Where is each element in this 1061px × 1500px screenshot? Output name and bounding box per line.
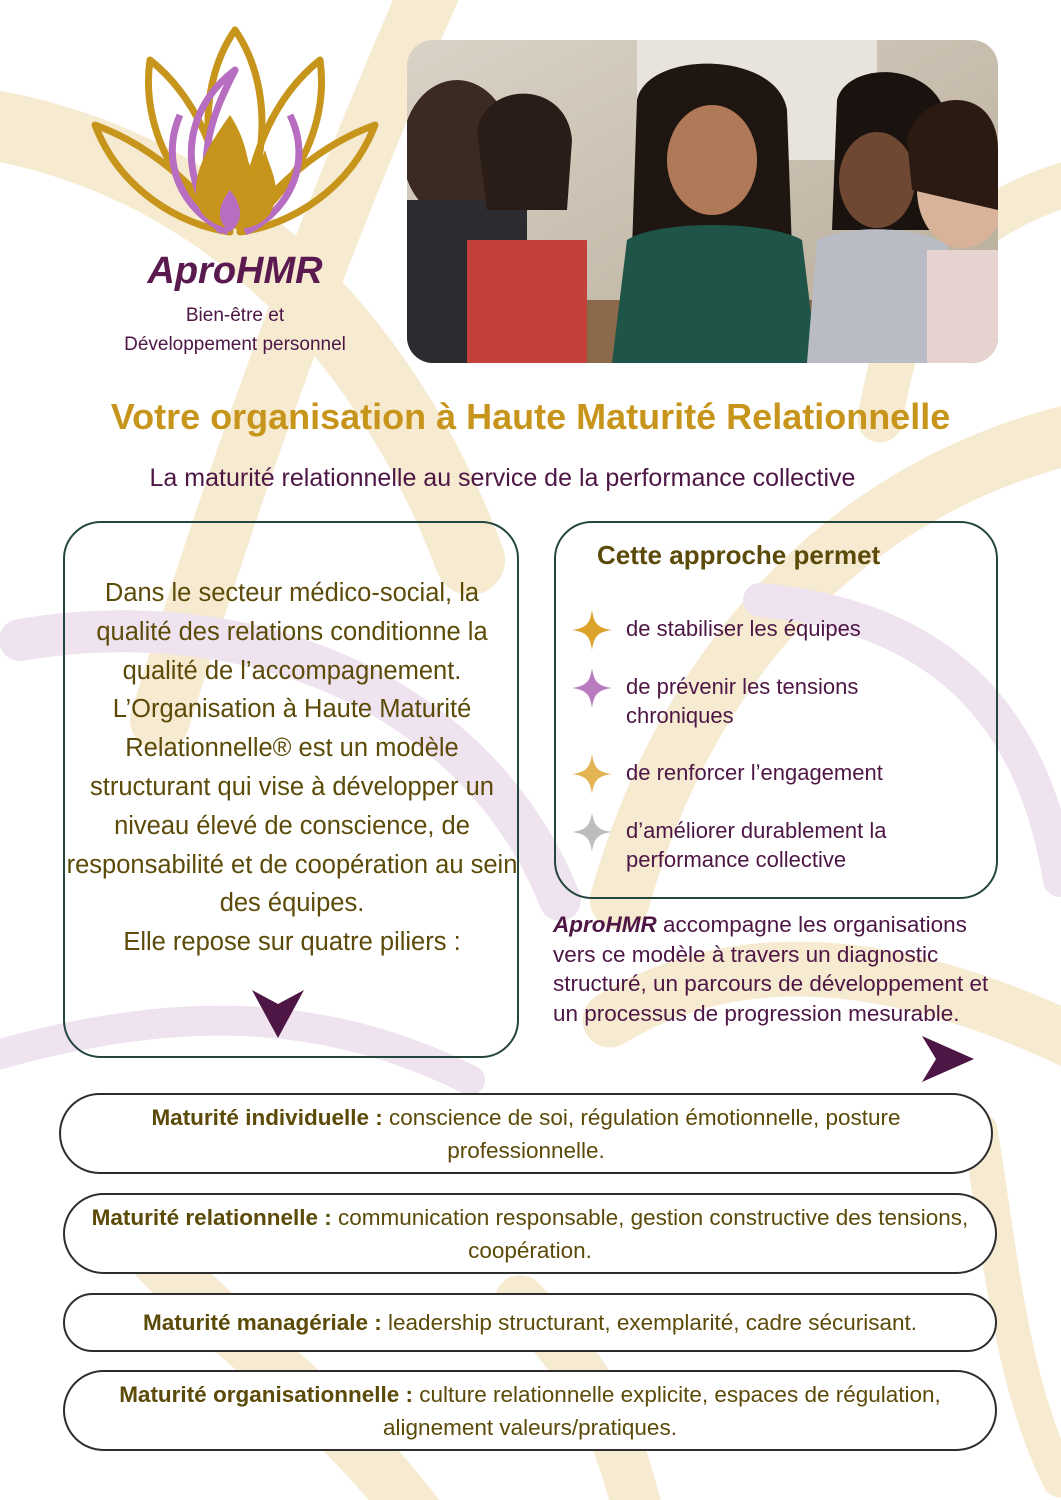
pillar-content	[75, 1378, 985, 1444]
pillar-text: leadership structurant, exemplarité, cadre sécurisant.	[381, 1310, 918, 1335]
plus-star-icon	[570, 810, 614, 854]
intro-text	[66, 574, 518, 962]
plus-star-icon	[570, 752, 614, 796]
benefit-item	[570, 810, 970, 874]
lotus-logo-icon	[80, 20, 390, 260]
team-photo	[407, 40, 998, 363]
benefit-text: de renforcer l’engagement	[626, 760, 883, 785]
pillar-label: Maturité relationnelle :	[91, 1204, 332, 1230]
benefit-item	[570, 608, 970, 672]
plus-star-icon	[570, 666, 614, 710]
plus-star-icon	[570, 608, 614, 652]
pillar-text: culture relationnelle explicite, espaces de régulation, alignement valeurs/pratiques.	[383, 1381, 941, 1440]
pillar-label: Maturité organisationnelle :	[119, 1381, 413, 1407]
pillars-intro: Elle repose sur quatre piliers :	[123, 928, 461, 957]
benefit-text: de prévenir les tensions chroniques	[626, 674, 859, 728]
benefits-title: Cette approche permet	[597, 540, 881, 570]
pillar-text: conscience de soi, régulation émotionnelle, posture professionnelle.	[382, 1104, 901, 1163]
benefit-text: de stabiliser les équipes	[626, 616, 861, 641]
apro-description	[553, 910, 993, 1028]
intro-paragraph: Dans le secteur médico-social, la qualité des relations conditionne la qualité de l’accompagnement. L’Organisation à Haute Maturité Relationnelle® est un modèle structurant qui vise à développer un niveau élevé de conscience, de responsabilité et de coopération au sein des équipes.	[66, 579, 518, 918]
pillar-content	[143, 1306, 917, 1339]
subtitle: La maturité relationnelle au service de la performance collective	[149, 464, 856, 492]
benefit-item	[570, 752, 970, 816]
pillar-content	[75, 1201, 985, 1267]
benefit-text: d’améliorer durablement la performance collective	[626, 818, 887, 872]
apro-text: accompagne les organisations vers ce modèle à travers un diagnostic structuré, un parcours de développement et un processus de progression mesurable.	[553, 912, 989, 1026]
pillar-organisational	[63, 1370, 997, 1451]
pillar-individual	[59, 1093, 993, 1174]
arrow-right-icon	[920, 1034, 976, 1084]
brand-name: AproHMR	[147, 250, 323, 292]
pillar-managerial	[63, 1293, 997, 1352]
pillar-relational	[63, 1193, 997, 1274]
brand-tagline-line-2: Développement personnel	[124, 334, 346, 355]
pillar-label: Maturité managériale :	[142, 1310, 382, 1335]
pillar-content	[71, 1101, 981, 1167]
brand-tagline	[60, 301, 410, 359]
pillar-text: communication responsable, gestion constructive des tensions, coopération.	[331, 1204, 969, 1263]
pillar-label: Maturité individuelle :	[151, 1104, 383, 1130]
main-title: Votre organisation à Haute Maturité Relationnelle	[110, 396, 951, 437]
brand-tagline-line-1: Bien-être et	[185, 305, 285, 326]
benefit-item	[570, 666, 970, 730]
apro-name: AproHMR	[553, 912, 657, 937]
arrow-down-icon	[250, 988, 306, 1040]
